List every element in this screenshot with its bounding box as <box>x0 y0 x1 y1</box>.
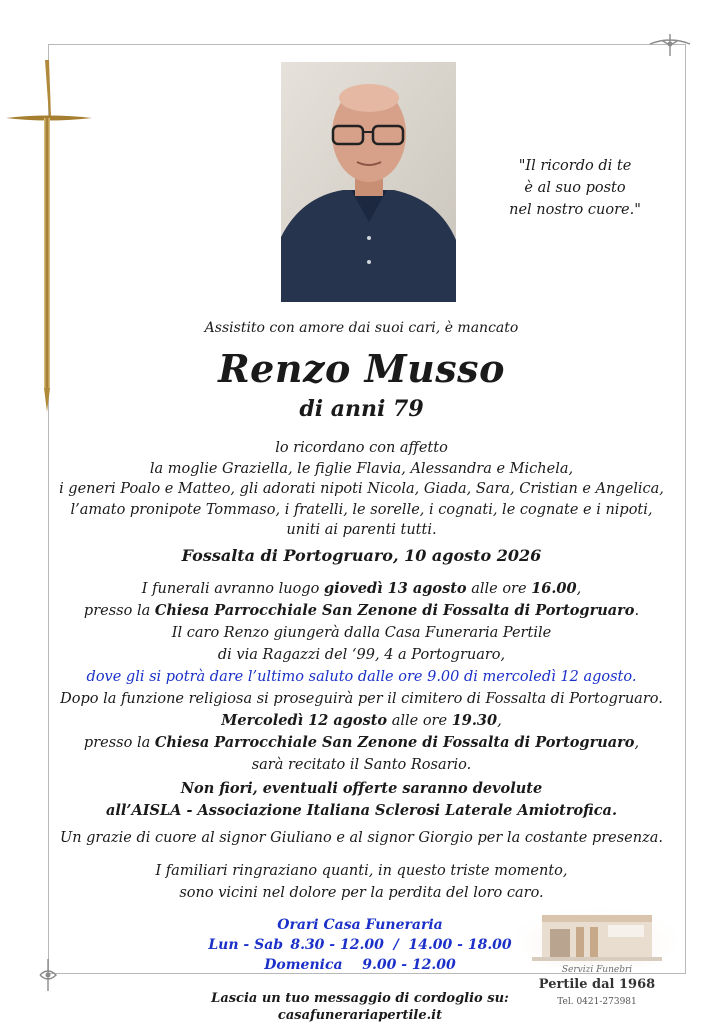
rosary-day: Mercoledì 12 agosto <box>221 712 388 729</box>
text: , <box>497 713 502 729</box>
condolence-website-link[interactable]: casafunerariapertile.it <box>277 1008 443 1023</box>
text: presso la <box>83 603 155 619</box>
deceased-age: di anni 79 <box>299 396 424 422</box>
hours-label: Lun - Sab <box>208 937 284 953</box>
family-line: lo ricordano con affetto <box>275 440 448 456</box>
donation-line: Non fiori, eventuali offerte saranno devolute <box>180 780 543 797</box>
family-line: la moglie Graziella, le figlie Flavia, Alessandra e Michela, <box>149 460 574 477</box>
donation-note <box>0 778 723 822</box>
logo-phone: Tel. 0421-273981 <box>557 997 637 1007</box>
portrait-photo <box>281 62 456 302</box>
funeral-line-3: Il caro Renzo giungerà dalla Casa Funeraria Pertile <box>171 625 552 641</box>
text: . <box>634 603 640 619</box>
family-line: uniti ai parenti tutti. <box>286 522 437 538</box>
quote-line: è al suo posto <box>524 180 626 196</box>
funeral-details <box>0 578 723 710</box>
logo-name: Pertile dal 1968 <box>538 977 656 992</box>
funeral-home-hours <box>200 915 520 975</box>
church-name: Chiesa Parrocchiale San Zenone di Fossalta di Portogruaro <box>154 734 635 751</box>
rosary-details <box>0 710 723 776</box>
text: I funerali avranno luogo <box>141 581 324 597</box>
text: alle ore <box>466 581 532 597</box>
text: alle ore <box>387 713 452 729</box>
hours-title: Orari Casa Funeraria <box>277 917 443 933</box>
rosary-line-2 <box>0 732 723 754</box>
funeral-line-1 <box>0 578 723 600</box>
text: presso la <box>83 735 155 751</box>
thanks-line: I familiari ringraziano quanti, in questo triste momento, <box>155 863 568 879</box>
hours-label: Domenica <box>264 957 343 973</box>
building-illustration-icon <box>512 897 682 967</box>
memorial-quote <box>485 155 665 221</box>
family-line: l’amato pronipote Tommaso, i fratelli, le sorelle, i cognati, le cognate e i nipoti, <box>70 501 653 518</box>
thanks-line: sono vicini nel dolore per la perdita del loro caro. <box>179 885 544 901</box>
text: , <box>576 581 582 597</box>
place-and-date: Fossalta di Portogruaro, 10 agosto 2026 <box>181 546 542 565</box>
visitation-note: dove gli si potrà dare l’ultimo saluto dalle ore 9.00 di mercoledì 12 agosto. <box>86 669 637 685</box>
hours-value: 9.00 - 12.00 <box>362 957 456 973</box>
donation-line: all’AISLA - Associazione Italiana Sclerosi Laterale Amiotrofica. <box>106 802 617 819</box>
family-announcement <box>0 438 723 541</box>
funeral-line-6: Dopo la funzione religiosa si proseguirà per il cimitero di Fossalta di Portogruaro. <box>60 691 663 707</box>
hours-value: 8.30 - 12.00 / 14.00 - 18.00 <box>290 937 512 953</box>
funeral-line-2 <box>0 600 723 622</box>
hours-row-weekdays <box>200 935 520 955</box>
funeral-day: giovedì 13 agosto <box>323 580 467 597</box>
rosary-time: 19.30 <box>451 712 498 729</box>
family-line: i generi Poalo e Matteo, gli adorati nipoti Nicola, Giada, Sara, Cristian e Angelica, <box>59 481 664 497</box>
text: , <box>634 735 640 751</box>
corner-ornament-top-right <box>640 30 700 60</box>
intro-text: Assistito con amore dai suoi cari, è mancato <box>204 320 519 336</box>
quote-line: nel nostro cuore." <box>509 202 641 218</box>
rosary-line-1 <box>0 710 723 732</box>
funeral-time: 16.00 <box>531 580 577 597</box>
church-name: Chiesa Parrocchiale San Zenone di Fossalta di Portogruaro <box>154 602 635 619</box>
funeral-home-logo <box>512 897 682 1017</box>
rosary-line-3: sarà recitato il Santo Rosario. <box>251 757 472 773</box>
hours-row-sunday <box>200 955 520 975</box>
thanks-note: Un grazie di cuore al signor Giuliano e al signor Giorgio per la costante presenza. <box>59 830 663 846</box>
funeral-line-4: di via Ragazzi del ‘99, 4 a Portogruaro, <box>217 647 506 663</box>
logo-subtitle: Servizi Funebri <box>561 965 633 975</box>
corner-ornament-bottom-left <box>36 955 76 995</box>
quote-line: "Il ricordo di te <box>518 158 632 174</box>
condolence-message <box>200 990 520 1024</box>
message-line: Lascia un tuo messaggio di cordoglio su: <box>211 991 509 1006</box>
deceased-name: Renzo Musso <box>218 346 505 391</box>
